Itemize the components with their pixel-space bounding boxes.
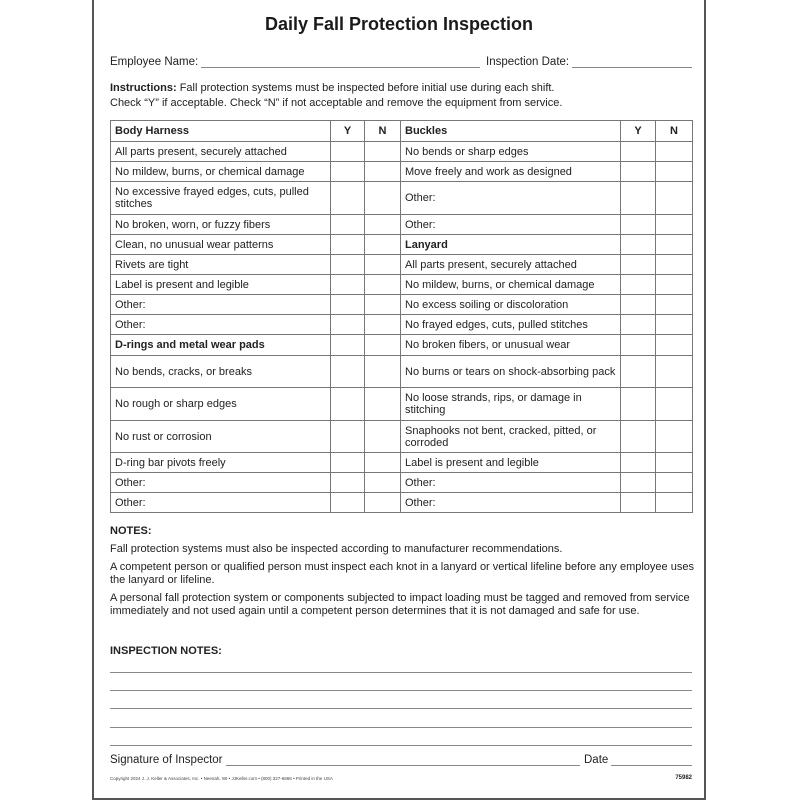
y-checkbox[interactable]: [331, 275, 365, 295]
checklist-item: No frayed edges, cuts, pulled stitches: [401, 315, 621, 335]
checklist-item: Other:: [111, 295, 331, 315]
checklist-item: No bends, cracks, or breaks: [111, 356, 331, 388]
n-checkbox[interactable]: [656, 453, 693, 473]
n-checkbox[interactable]: [656, 162, 693, 182]
y-checkbox[interactable]: [621, 142, 656, 162]
y-checkbox[interactable]: [621, 215, 656, 235]
checklist-item: No burns or tears on shock-absorbing pack: [401, 356, 621, 388]
inspection-notes-line[interactable]: [110, 745, 692, 746]
checklist-item: No bends or sharp edges: [401, 142, 621, 162]
y-checkbox[interactable]: [331, 493, 365, 513]
y-checkbox[interactable]: [621, 315, 656, 335]
n-checkbox[interactable]: [365, 182, 401, 215]
checklist-item: All parts present, securely attached: [111, 142, 331, 162]
employee-name-field[interactable]: [110, 55, 480, 68]
y-checkbox[interactable]: [621, 182, 656, 215]
inspection-notes-line[interactable]: [110, 727, 692, 728]
y-checkbox[interactable]: [621, 295, 656, 315]
y-checkbox[interactable]: [621, 335, 656, 356]
checklist-item: No loose strands, rips, or damage in stitching: [401, 388, 621, 421]
n-checkbox[interactable]: [656, 356, 693, 388]
y-checkbox[interactable]: [331, 162, 365, 182]
y-checkbox[interactable]: [621, 473, 656, 493]
n-checkbox[interactable]: [365, 356, 401, 388]
checklist-item: Clean, no unusual wear patterns: [111, 235, 331, 255]
checklist-item: Other:: [401, 473, 621, 493]
n-checkbox: [365, 335, 401, 356]
table-row: [111, 453, 693, 473]
table-row: [111, 121, 693, 142]
signature-date-field[interactable]: [584, 753, 692, 766]
table-row: [111, 142, 693, 162]
inspection-date-line[interactable]: [572, 55, 692, 68]
n-checkbox[interactable]: [365, 388, 401, 421]
table-row: [111, 255, 693, 275]
table-row: [111, 182, 693, 215]
table-row: [111, 162, 693, 182]
y-checkbox[interactable]: [621, 421, 656, 453]
y-checkbox[interactable]: [621, 493, 656, 513]
y-checkbox[interactable]: [331, 356, 365, 388]
y-column-header: Y: [331, 121, 365, 142]
n-column-header: N: [656, 121, 693, 142]
y-checkbox[interactable]: [331, 473, 365, 493]
table-row: [111, 356, 693, 388]
checklist-item: No rust or corrosion: [111, 421, 331, 453]
checklist-item: No mildew, burns, or chemical damage: [111, 162, 331, 182]
inspection-notes-line[interactable]: [110, 690, 692, 691]
n-checkbox[interactable]: [365, 473, 401, 493]
n-checkbox[interactable]: [656, 255, 693, 275]
y-checkbox[interactable]: [331, 388, 365, 421]
employee-name-label: Employee Name:: [110, 56, 199, 68]
y-checkbox[interactable]: [621, 453, 656, 473]
y-checkbox[interactable]: [331, 215, 365, 235]
section-header: D-rings and metal wear pads: [111, 335, 331, 356]
inspection-form: [92, 0, 706, 800]
checklist-item: No excess soiling or discoloration: [401, 295, 621, 315]
n-checkbox[interactable]: [656, 388, 693, 421]
n-checkbox[interactable]: [656, 421, 693, 453]
checklist-item: Other:: [401, 182, 621, 215]
checklist-item: Other:: [111, 315, 331, 335]
checklist-item: Move freely and work as designed: [401, 162, 621, 182]
checklist-item: No broken fibers, or unusual wear: [401, 335, 621, 356]
signature-label: Signature of Inspector: [110, 754, 223, 766]
y-checkbox[interactable]: [331, 182, 365, 215]
table-row: [111, 295, 693, 315]
table-row: [111, 215, 693, 235]
checklist-item: No excessive frayed edges, cuts, pulled stitches: [111, 182, 331, 215]
n-checkbox[interactable]: [365, 142, 401, 162]
checklist-item: Label is present and legible: [111, 275, 331, 295]
n-checkbox[interactable]: [656, 182, 693, 215]
section-header: Lanyard: [401, 235, 621, 255]
y-checkbox[interactable]: [331, 453, 365, 473]
y-column-header: Y: [621, 121, 656, 142]
checklist-item: Other:: [111, 473, 331, 493]
checklist-body: [111, 121, 693, 513]
table-row: [111, 493, 693, 513]
y-checkbox: [621, 235, 656, 255]
signature-line[interactable]: [226, 753, 580, 766]
checklist-item: All parts present, securely attached: [401, 255, 621, 275]
n-checkbox[interactable]: [365, 235, 401, 255]
checklist-item: Rivets are tight: [111, 255, 331, 275]
y-checkbox[interactable]: [621, 162, 656, 182]
checklist-item: No rough or sharp edges: [111, 388, 331, 421]
inspection-notes-heading: INSPECTION NOTES:: [110, 645, 222, 657]
table-row: [111, 315, 693, 335]
checklist-item: Other:: [111, 493, 331, 513]
instructions: [110, 81, 700, 111]
note-item: Fall protection systems must also be inspected according to manufacturer recommendations.: [110, 543, 563, 555]
instructions-text-2: Check “Y” if acceptable. Check “N” if not acceptable and remove the equipment from service.: [110, 97, 563, 109]
instructions-text-1: Fall protection systems must be inspected before initial use during each shift.: [179, 82, 555, 94]
inspection-date-field[interactable]: [486, 55, 692, 68]
inspection-notes-line[interactable]: [110, 708, 692, 709]
table-row: [111, 421, 693, 453]
signature-field[interactable]: [110, 753, 580, 766]
y-checkbox[interactable]: [331, 295, 365, 315]
n-checkbox[interactable]: [656, 275, 693, 295]
table-row: [111, 388, 693, 421]
checklist-item: Other:: [401, 215, 621, 235]
n-checkbox[interactable]: [365, 493, 401, 513]
table-row: [111, 473, 693, 493]
y-checkbox: [331, 335, 365, 356]
instructions-label: Instructions:: [110, 82, 177, 94]
n-checkbox[interactable]: [656, 215, 693, 235]
y-checkbox[interactable]: [621, 356, 656, 388]
y-checkbox[interactable]: [621, 275, 656, 295]
note-item: A competent person or qualified person must inspect each knot in a lanyard or vertical lifeline before any employee uses the lanyard or lifeline.: [110, 561, 694, 586]
n-column-header: N: [365, 121, 401, 142]
checklist-item: No broken, worn, or fuzzy fibers: [111, 215, 331, 235]
n-checkbox[interactable]: [365, 255, 401, 275]
form-number: 75982: [675, 775, 692, 781]
n-checkbox[interactable]: [656, 473, 693, 493]
n-checkbox[interactable]: [656, 315, 693, 335]
checklist-item: Label is present and legible: [401, 453, 621, 473]
checklist-item: D-ring bar pivots freely: [111, 453, 331, 473]
inspection-notes-line[interactable]: [110, 672, 692, 673]
n-checkbox[interactable]: [365, 315, 401, 335]
y-checkbox[interactable]: [621, 255, 656, 275]
n-checkbox[interactable]: [365, 295, 401, 315]
n-checkbox[interactable]: [365, 215, 401, 235]
y-checkbox[interactable]: [621, 388, 656, 421]
note-item: A personal fall protection system or components subjected to impact loading must be tagged and removed from service immediately and not used again until a competent person determines that it is not damaged and safe for use.: [110, 592, 690, 617]
n-checkbox[interactable]: [656, 295, 693, 315]
y-checkbox[interactable]: [331, 255, 365, 275]
signature-date-label: Date: [584, 754, 609, 766]
n-checkbox[interactable]: [365, 162, 401, 182]
table-row: [111, 335, 693, 356]
y-checkbox[interactable]: [331, 235, 365, 255]
section-header: Buckles: [401, 121, 621, 142]
n-checkbox[interactable]: [365, 275, 401, 295]
n-checkbox: [656, 235, 693, 255]
n-checkbox[interactable]: [365, 421, 401, 453]
y-checkbox[interactable]: [331, 142, 365, 162]
table-row: [111, 235, 693, 255]
section-header: Body Harness: [111, 121, 331, 142]
notes-heading: NOTES:: [110, 525, 152, 537]
n-checkbox[interactable]: [656, 335, 693, 356]
checklist-item: Snaphooks not bent, cracked, pitted, or corroded: [401, 421, 621, 453]
signature-date-line[interactable]: [611, 753, 692, 766]
inspection-checklist-table: [110, 120, 693, 513]
table-row: [111, 275, 693, 295]
copyright: Copyright 2024 J. J. Keller & Associates, Inc. • Neenah, WI • JJKeller.com • (800) 327-6868 • Printed in the USA: [110, 776, 333, 781]
n-checkbox[interactable]: [365, 453, 401, 473]
checklist-item: Other:: [401, 493, 621, 513]
n-checkbox[interactable]: [656, 493, 693, 513]
y-checkbox[interactable]: [331, 421, 365, 453]
form-title: Daily Fall Protection Inspection: [264, 14, 534, 34]
y-checkbox[interactable]: [331, 315, 365, 335]
n-checkbox[interactable]: [656, 142, 693, 162]
inspection-date-label: Inspection Date:: [486, 56, 570, 68]
checklist-item: No mildew, burns, or chemical damage: [401, 275, 621, 295]
employee-name-line[interactable]: [201, 55, 480, 68]
